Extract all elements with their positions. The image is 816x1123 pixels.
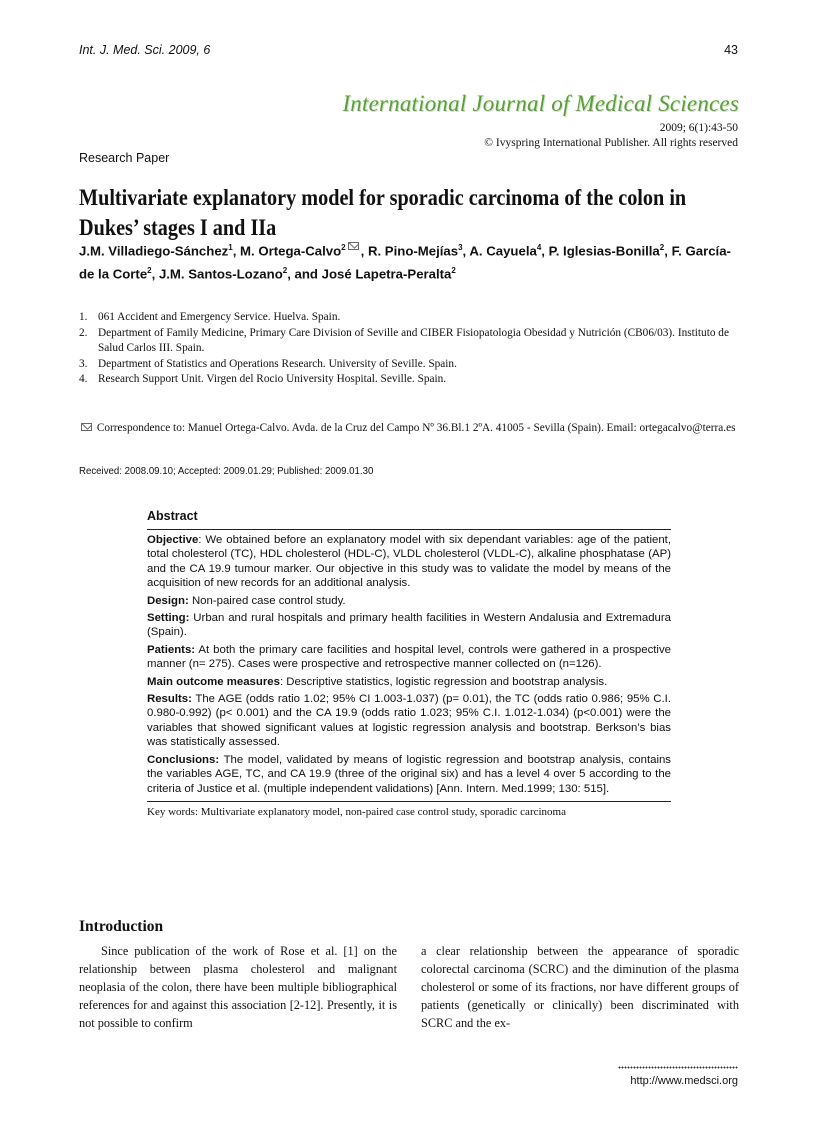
- page-number: 43: [724, 43, 738, 57]
- author-affiliation-mark: 1: [228, 243, 233, 252]
- publication-dates: Received: 2008.09.10; Accepted: 2009.01.29; Published: 2009.01.30: [79, 465, 374, 477]
- author-list: J.M. Villadiego-Sánchez$^1$, M. Ortega-Calvo$^2$ , R. Pino-Mejías$^3$, A. Cayuela$^4$, P. Iglesias-Bonilla$^2$, F. García-de la Corte$^2$, J.M. Santos-Lozano$^2$, and José Lapetra-Peralta$^2$: [79, 243, 731, 282]
- abstract-bottom-rule: [147, 801, 671, 802]
- running-header-journal: Int. J. Med. Sci. 2009, 6: [79, 43, 211, 57]
- abstract-section-label: Results:: [147, 693, 192, 706]
- article-type: Research Paper: [79, 151, 170, 165]
- author-name: M. Ortega-Calvo: [240, 243, 342, 259]
- affiliation-text: Department of Statistics and Operations Research. University of Seville. Spain.: [98, 357, 457, 370]
- envelope-icon[interactable]: [348, 242, 359, 250]
- abstract-heading: Abstract: [147, 509, 198, 523]
- author-affiliation-mark: 2: [282, 266, 288, 276]
- abstract-section-text: : Descriptive statistics, logistic regression and bootstrap analysis.: [279, 675, 608, 688]
- author-name: J.M. Villadiego-Sánchez: [79, 243, 229, 259]
- journal-logo: International Journal of Medical Sciences: [342, 91, 739, 116]
- affiliation-item: [79, 326, 741, 357]
- keywords: Key words: Multivariate explanatory model, non-paired case control study, sporadic carcinoma: [147, 805, 566, 818]
- author-name: A. Cayuela: [469, 243, 537, 259]
- abstract-section: [147, 533, 671, 591]
- author-name: J.M. Santos-Lozano: [158, 266, 283, 282]
- author-affiliation-mark: 2: [341, 243, 346, 252]
- affiliation-text: Department of Family Medicine, Primary Care Division of Seville and CIBER Fisiopatologia Obesidad y Nutrición (CB06/03). Instituto de Salud Carlos III. Spain.: [98, 326, 729, 354]
- correspondence: [79, 419, 741, 438]
- article-title: Multivariate explanatory model for sporadic carcinoma of the colon in Dukes’ stages I and IIa: [79, 185, 687, 241]
- abstract-section: [147, 611, 671, 640]
- abstract-section-text: The model, validated by means of logistic regression and bootstrap analysis, contains the variables AGE, TC, and CA 19.9 (three of the original six) and has a level 4 over 5 according to the criteria of Justice et al. (multiple independent validations) [Ann. Intern. Med.1999; 130: 515].: [147, 753, 671, 795]
- abstract-section-text: The AGE (odds ratio 1.02; 95% CI 1.003-1.037) (p= 0.01), the TC (odds ratio 0.986; 95% C.I. 0.980-0.992) (p< 0.001) and the CA 19.9 (odds ratio 1.023; 95% C.I. 1.012-1.034) (p<0.001) were the variables that showed significant values at logistic regression analysis and bootstrap. Berkson’s bias was statistically assessed.: [147, 693, 671, 749]
- affiliation-number: 4.: [79, 373, 88, 385]
- abstract-section-label: Main outcome measures: [147, 675, 280, 688]
- affiliation-item: [79, 372, 741, 388]
- intro-right-column: a clear relationship between the appearance of sporadic colorectal carcinoma (SCRC) and the diminution of the plasma cholesterol or some of its fractions, nor have different groups of patients (genetically or clinically) been discriminated with SCRC and the ex-: [421, 944, 739, 1030]
- citation-block: [484, 121, 738, 151]
- author-affiliation-mark: 2: [451, 266, 456, 276]
- footer-url-link[interactable]: http://www.medsci.org: [630, 1075, 738, 1087]
- affiliation-item: [79, 357, 741, 373]
- copyright: © Ivyspring International Publisher. All rights reserved: [484, 137, 738, 149]
- author-name: F. García-de la Corte: [79, 243, 731, 282]
- author-affiliation-mark: 3: [458, 243, 463, 252]
- abstract-section-text: Non-paired case control study.: [188, 594, 346, 607]
- affiliation-text: Research Support Unit. Virgen del Rocio University Hospital. Seville. Spain.: [98, 373, 447, 385]
- intro-left-column: Since publication of the work of Rose et al. [1] on the relationship between plasma cholesterol and malignant neoplasia of the colon, there have been multiple bibliographical references for and against this association [2-12]. Presently, it is not possible to confirm: [79, 944, 397, 1030]
- abstract-section: [147, 594, 671, 608]
- author-name: R. Pino-Mejías: [367, 243, 459, 259]
- footer-dotted-rule: [618, 1066, 738, 1069]
- abstract-body: [147, 530, 671, 801]
- abstract-section: [147, 675, 671, 689]
- author-name: P. Iglesias-Bonilla: [548, 243, 660, 259]
- abstract-section-label: Conclusions:: [147, 753, 220, 766]
- correspondence-text: Correspondence to: Manuel Ortega-Calvo. Avda. de la Cruz del Campo Nº 36.Bl.1 2ºA. 41005 - Sevilla (Spain). Email: ortegacalvo@terra.es: [96, 422, 736, 434]
- abstract-section: [147, 643, 671, 672]
- abstract-section-text: At both the primary care facilities and hospital level, controls were gathered in a prospective manner (n= 275). Cases were prospective and retrospective manner collected on (n=126).: [147, 643, 671, 671]
- abstract-section: [147, 753, 671, 796]
- abstract-box: [147, 509, 671, 818]
- section-heading-introduction: Introduction: [79, 918, 164, 935]
- affiliation-text: 061 Accident and Emergency Service. Huelva. Spain.: [98, 311, 341, 323]
- abstract-section-text: : We obtained before an explanatory model with six dependant variables: age of the patient, total cholesterol (TC), HDL cholesterol (HDL-C), VLDL cholesterol (VLDL-C), alkaline phosphatase (AP) and the CA 19.9 tumour marker. Our objective in this study was to validate the model by means of the acquisition of new records for an additional analysis.: [147, 534, 671, 590]
- author-name: and José Lapetra-Peralta: [294, 266, 452, 282]
- author-affiliation-mark: 4: [536, 243, 542, 252]
- abstract-section-text: Urban and rural hospitals and primary health facilities in Western Andalusia and Extremadura (Spain).: [147, 612, 671, 639]
- affiliation-number: 2.: [79, 326, 88, 339]
- abstract-section-label: Setting:: [147, 612, 190, 625]
- affiliation-item: [79, 310, 741, 326]
- citation: 2009; 6(1):43-50: [659, 122, 738, 134]
- abstract-section-label: Patients:: [147, 643, 196, 656]
- abstract-section: [147, 692, 671, 750]
- abstract-section-label: Design:: [147, 594, 189, 607]
- author-affiliation-mark: 2: [147, 266, 152, 276]
- envelope-icon: [81, 423, 92, 431]
- affiliation-number: 1.: [79, 311, 88, 323]
- author-affiliation-mark: 2: [659, 243, 665, 252]
- affiliation-number: 3.: [79, 357, 88, 370]
- abstract-section-label: Objective: [147, 534, 199, 546]
- affiliations-list: [79, 310, 741, 388]
